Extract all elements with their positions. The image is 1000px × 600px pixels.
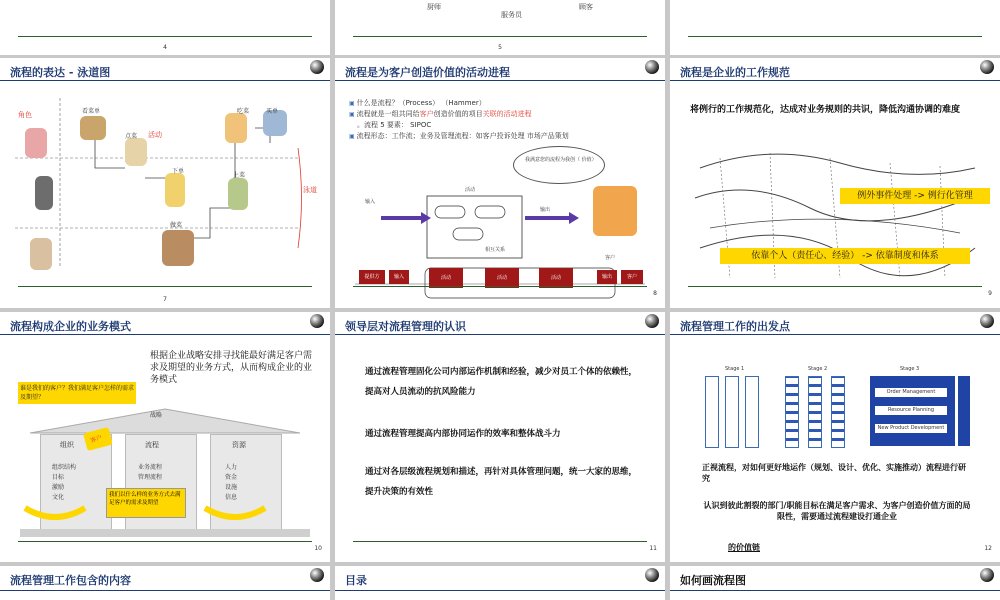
footer-line <box>353 286 647 287</box>
waiter-place-order-icon <box>165 173 185 207</box>
title-rule <box>670 80 1000 81</box>
stage3-row: Resource Planning <box>875 406 947 415</box>
corner-ball-icon <box>645 314 659 328</box>
title-rule <box>0 80 330 81</box>
bullet-item: ▣ 什么是流程？（Process） （Hammer） <box>349 99 486 107</box>
proc-item: 业务流程 <box>138 464 163 471</box>
stage-label: Stage 3 <box>900 366 920 372</box>
proc-head: 流程 <box>145 441 159 449</box>
slide-10-business-model[interactable] <box>0 312 330 562</box>
page-number: 12 <box>984 545 992 552</box>
stage1-col <box>705 376 719 448</box>
temple-base <box>20 529 310 537</box>
page-number: 11 <box>649 545 657 552</box>
chain-activity-1[interactable]: 活动 <box>429 268 463 288</box>
slide-14[interactable] <box>335 566 665 600</box>
slide-body-text: 正视流程，对如何更好地运作（规划、设计、优化、实施推动）流程进行研究 <box>702 463 966 483</box>
value-chain-text: 的价值链 <box>728 543 760 552</box>
label-place-order: 下单 <box>172 168 185 175</box>
org-item: 目标 <box>52 474 65 481</box>
corner-ball-icon <box>310 568 324 582</box>
page-number: 10 <box>314 545 322 552</box>
order-paper-icon <box>125 138 147 166</box>
slide-title: 如何画流程图 <box>680 574 746 587</box>
stage2-col <box>808 376 822 448</box>
footer-line <box>353 36 647 37</box>
label-customer: 顾客 <box>579 3 593 11</box>
tag-person-system: 依靠个人（责任心、经验） -> 依靠制度和体系 <box>720 248 970 264</box>
slide-12-starting-point[interactable] <box>670 312 1000 562</box>
slide-title: 流程构成企业的业务模式 <box>10 320 131 333</box>
stage3-row: Order Management <box>875 388 947 397</box>
tag-exception-routine: 例外事件处理 -> 例行化管理 <box>840 188 990 204</box>
title-rule <box>0 334 330 335</box>
corner-ball-icon <box>645 60 659 74</box>
title-rule <box>335 590 665 591</box>
title-rule <box>0 590 330 591</box>
slide-4[interactable] <box>0 0 330 55</box>
label-order: 点菜 <box>125 133 138 140</box>
stage1-col <box>725 376 739 448</box>
slide-title: 流程是企业的工作规范 <box>680 66 790 79</box>
org-head: 组织 <box>60 441 74 449</box>
slide-body-text: 根据企业战略安排寻找能最好满足客户需求及期望的业务方式，从而构成企业的业务模式 <box>150 351 313 385</box>
proc-item: 管理流程 <box>138 474 163 481</box>
chain-activity-2[interactable]: 活动 <box>485 268 519 288</box>
bullet-icon: ▣ <box>349 133 357 140</box>
slide-15[interactable] <box>670 566 1000 600</box>
page-number: 4 <box>163 44 167 51</box>
footer-line <box>688 286 982 287</box>
label-output: 输出 <box>540 207 551 213</box>
chain-input[interactable]: 输入 <box>389 270 409 284</box>
corner-ball-icon <box>645 568 659 582</box>
label-strategy: 战略 <box>150 412 163 419</box>
paragraph: 通过对各层级流程规划和描述，再针对具体管理问题，统一大家的思维，提升决策的有效性 <box>365 467 638 497</box>
bullet-item: 。流程 5 要素： SIPOC <box>357 121 432 129</box>
org-item: 组织结构 <box>52 464 77 471</box>
slide-title: 流程的表达 - 泳道图 <box>10 66 111 79</box>
footer-line <box>18 541 312 542</box>
res-item: 设施 <box>225 484 238 491</box>
label-waiter: 服务员 <box>501 11 522 19</box>
slide-title: 流程是为客户创造价值的活动进程 <box>345 66 510 79</box>
stage3-row: New Product Development <box>875 424 947 433</box>
label-serve: 上菜 <box>233 172 246 179</box>
slide-5[interactable] <box>335 0 665 55</box>
cycle-arrows <box>15 488 315 528</box>
slide-title: 流程管理工作的出发点 <box>680 320 790 333</box>
title-rule <box>670 334 1000 335</box>
slide-title: 目录 <box>345 574 367 587</box>
bullet-item: ▣ 流程形态：工作流；业务及管理流程：如客户投诉处理 市场产品策划 <box>349 132 569 140</box>
stage2-col <box>831 376 845 448</box>
title-rule <box>335 334 665 335</box>
corner-ball-icon <box>980 60 994 74</box>
slide-9-work-standard[interactable] <box>670 58 1000 308</box>
bullet-icon: ▣ <box>349 100 357 107</box>
slide-body-text: 认识到彼此割裂的部门/职能目标在满足客户需求、为客户创造价值方面的局限性，需要通过流程建设打通企业 <box>703 501 971 521</box>
stage2-col <box>785 376 799 448</box>
slide-7-swimlane[interactable] <box>0 58 330 308</box>
res-item: 人力 <box>225 464 238 471</box>
slide-8-process-value[interactable] <box>335 58 665 308</box>
callout-who-customer: 谁是我们的客户？我们满足客户怎样的需求及期望？ <box>18 382 136 404</box>
stage1-col <box>745 376 759 448</box>
corner-ball-icon <box>310 314 324 328</box>
corner-ball-icon <box>980 568 994 582</box>
customer-bar <box>958 376 970 446</box>
slide-body-text: 将例行的工作规范化，达成对业务规则的共识，降低沟通协调的难度 <box>690 105 961 115</box>
bullet-icon: ▣ <box>349 111 357 118</box>
waiter-figure-icon <box>35 176 53 210</box>
org-item: 文化 <box>52 494 65 501</box>
serve-figure-icon <box>228 178 248 210</box>
label-relation: 相互关系 <box>485 247 506 253</box>
woman-figure-icon <box>25 128 47 158</box>
star-label: 客户 <box>89 434 103 445</box>
thought-cloud <box>513 146 605 184</box>
page-number: 8 <box>653 290 657 297</box>
label-lane: 泳道 <box>303 186 317 194</box>
footer-line <box>353 541 647 542</box>
label-menu: 看菜单 <box>82 108 101 115</box>
org-item: 激励 <box>52 484 65 491</box>
eating-figure-icon <box>225 113 247 143</box>
label-chef: 厨师 <box>427 3 441 11</box>
slide-11-leadership[interactable] <box>335 312 665 562</box>
cooking-icon <box>162 230 194 266</box>
temple-roof <box>20 407 310 437</box>
label-input: 输入 <box>365 199 376 205</box>
page-number: 7 <box>163 296 167 303</box>
menu-book-icon <box>80 116 106 140</box>
page-number: 9 <box>988 290 992 297</box>
label-eat: 吃菜 <box>237 108 250 115</box>
chef-figure-icon <box>30 238 52 270</box>
label-activity: 活动 <box>465 187 476 193</box>
stage-label: Stage 2 <box>808 366 828 372</box>
bullet-item: ▣ 流程就是一组共同给客户创造价值的项目关联的活动进程 <box>349 110 532 118</box>
sketch-illustration <box>690 138 980 288</box>
title-rule <box>335 80 665 81</box>
label-customer: 客户 <box>605 255 616 261</box>
res-head: 资源 <box>232 441 246 449</box>
paragraph: 通过流程管理固化公司内部运作机制和经验，减少对员工个体的依赖性，提高对人员流动的抗风险能力 <box>365 367 638 397</box>
cloud-text: 我满意您的流程为我创（ 价值） <box>525 157 597 163</box>
footer-line <box>18 36 312 37</box>
label-bill: 买单 <box>266 108 279 115</box>
label-role: 角色 <box>18 111 32 119</box>
chain-activity-3[interactable]: 活动 <box>539 268 573 288</box>
callout-business-way: 我们以什么样的业务方式去满足客户的需求及期望 <box>106 488 186 518</box>
paragraph: 通过流程管理提高内部协同运作的效率和整体战斗力 <box>365 429 561 439</box>
slide-title: 领导层对流程管理的认识 <box>345 320 466 333</box>
corner-ball-icon <box>980 314 994 328</box>
bullet-list <box>349 98 649 142</box>
page-number: 5 <box>498 44 502 51</box>
label-activity: 活动 <box>148 131 162 139</box>
chain-supplier[interactable]: 提供方 <box>359 270 385 284</box>
footer-line <box>18 286 312 287</box>
stage-label: Stage 1 <box>725 366 745 372</box>
res-item: 信息 <box>225 494 238 501</box>
slide-title: 流程管理工作包含的内容 <box>10 574 131 587</box>
title-rule <box>670 590 1000 591</box>
label-cook: 做菜 <box>170 222 183 229</box>
slide-13[interactable] <box>0 566 330 600</box>
corner-ball-icon <box>310 60 324 74</box>
res-item: 资金 <box>225 474 238 481</box>
chain-output[interactable]: 输出 <box>597 270 617 284</box>
chain-customer[interactable]: 客户 <box>621 270 643 284</box>
slide-6[interactable] <box>670 0 1000 55</box>
footer-line <box>688 36 982 37</box>
